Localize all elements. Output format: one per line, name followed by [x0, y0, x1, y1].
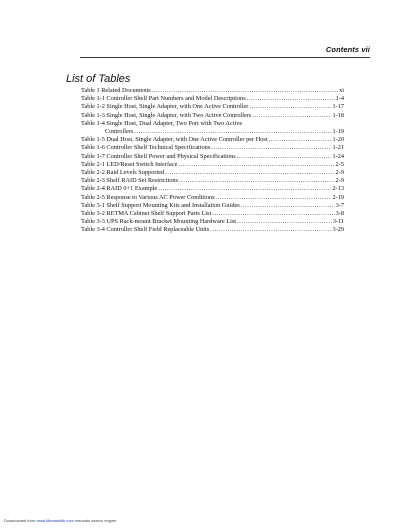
toc-entry-page: 3-29 [332, 226, 344, 234]
toc-entry-page: 1-19 [332, 128, 344, 136]
footer-prefix: Downloaded from [4, 518, 36, 523]
dot-leader [216, 194, 332, 202]
section-title: List of Tables [66, 73, 131, 85]
toc-entry-page: 1-4 [335, 95, 344, 103]
toc-entry-page: 2-5 [335, 160, 344, 168]
toc-entry-page: 1-17 [332, 103, 344, 111]
toc-entry-label: Table 1-4 Single Host, Dual Adapter, Two Port with Two Active [81, 119, 243, 127]
toc-entry-page: 3-8 [335, 210, 344, 218]
toc-entry-page: 2-19 [332, 193, 344, 201]
toc-entry[interactable] [81, 169, 344, 177]
toc-entry-label: Table 3-3 UPS Rack-mount Bracket Mounting Hardware List [81, 218, 237, 226]
dot-leader [252, 112, 331, 120]
dot-leader [179, 177, 335, 185]
dot-leader [165, 169, 334, 177]
toc-entry[interactable] [81, 194, 344, 202]
toc-entry[interactable] [81, 144, 344, 152]
dot-leader [134, 128, 331, 136]
download-footer [4, 518, 116, 523]
toc-entry-label: Table 3-2 RETMA Cabinet Shelf Support Parts List [81, 210, 212, 218]
toc-entry[interactable] [81, 226, 344, 234]
toc-entry-page: 3-11 [332, 218, 344, 226]
toc-entry[interactable] [81, 103, 344, 111]
footer-suffix: manuals search engine [74, 518, 117, 523]
toc-entry-label: Table 2-2 Raid Levels Supported [81, 169, 165, 177]
toc-entry-page: 2-9 [335, 177, 344, 185]
running-header: Contents vii [325, 45, 370, 54]
toc-entry-label: Table 1-1 Controller Shelf Part Numbers and Model Descriptions [81, 95, 246, 103]
dot-leader [237, 218, 332, 226]
toc-entry[interactable] [81, 210, 344, 218]
toc-entry-label-continued: Controllers [105, 128, 134, 136]
toc-entry-page: 1-24 [332, 152, 344, 160]
toc-entry-label: Table 2-1 LED/Reset Switch Interface [81, 160, 178, 168]
toc-entry-label: Table 1-5 Dual Host, Single Adapter, with One Active Controller per Host [81, 136, 268, 144]
toc-entry-label: Table 3-4 Controller Shelf Field Replaceable Units [81, 226, 210, 234]
dot-leader [269, 136, 332, 144]
dot-leader [211, 144, 331, 152]
toc-entry[interactable] [81, 120, 344, 136]
toc-entry-label: Table 1 Related Documents [81, 87, 151, 94]
footer-link[interactable]: www.Manualslib.com [36, 518, 74, 523]
toc-entry-page: 3-7 [335, 201, 344, 209]
toc-entry[interactable] [81, 185, 344, 193]
dot-leader [152, 87, 338, 95]
toc-entry[interactable] [81, 95, 344, 103]
toc-entry-page: 1-20 [332, 136, 344, 144]
toc-entry[interactable] [81, 177, 344, 185]
toc-entry[interactable] [81, 112, 344, 120]
dot-leader [178, 161, 334, 169]
toc-entry-page: 1-18 [332, 111, 344, 119]
header-rule [80, 57, 370, 58]
toc-entry-label: Table 2-5 Response to Various AC Power Conditions [81, 193, 215, 201]
dot-leader [247, 95, 335, 103]
toc-entry[interactable] [81, 218, 344, 226]
dot-leader [249, 103, 331, 111]
toc-entry-label: Table 1-6 Controller Shelf Technical Specifications [81, 144, 211, 152]
toc-entry-label: Table 1-7 Controller Shelf Power and Physical Specifications [81, 152, 236, 160]
toc-entry[interactable] [81, 136, 344, 144]
toc-entry-label: Table 3-1 Shelf Support Mounting Kits and Installation Guides [81, 201, 240, 209]
toc-entry-page: 2-13 [332, 185, 344, 193]
dot-leader [210, 226, 331, 234]
toc-entry-label: Table 1-3 Single Host, Single Adapter, with Two Active Controllers [81, 111, 252, 119]
list-of-tables [81, 87, 344, 235]
dot-leader [212, 210, 334, 218]
toc-entry[interactable] [81, 153, 344, 161]
toc-entry-label: Table 2-4 RAID 0+1 Example [81, 185, 158, 193]
toc-entry-page: 2-9 [335, 169, 344, 177]
dot-leader [158, 185, 331, 193]
toc-entry[interactable] [81, 87, 344, 95]
toc-entry[interactable] [81, 161, 344, 169]
dot-leader [241, 202, 335, 210]
toc-entry-page: xi [339, 87, 344, 94]
toc-entry-page: 1-21 [332, 144, 344, 152]
toc-entry-label: Table 1-2 Single Host, Single Adapter, with One Active Controller [81, 103, 249, 111]
dot-leader [237, 153, 332, 161]
toc-entry-continuation [81, 128, 344, 136]
toc-entry[interactable] [81, 202, 344, 210]
toc-entry-label: Table 2-3 Shelf RAID Set Restrictions [81, 177, 178, 185]
